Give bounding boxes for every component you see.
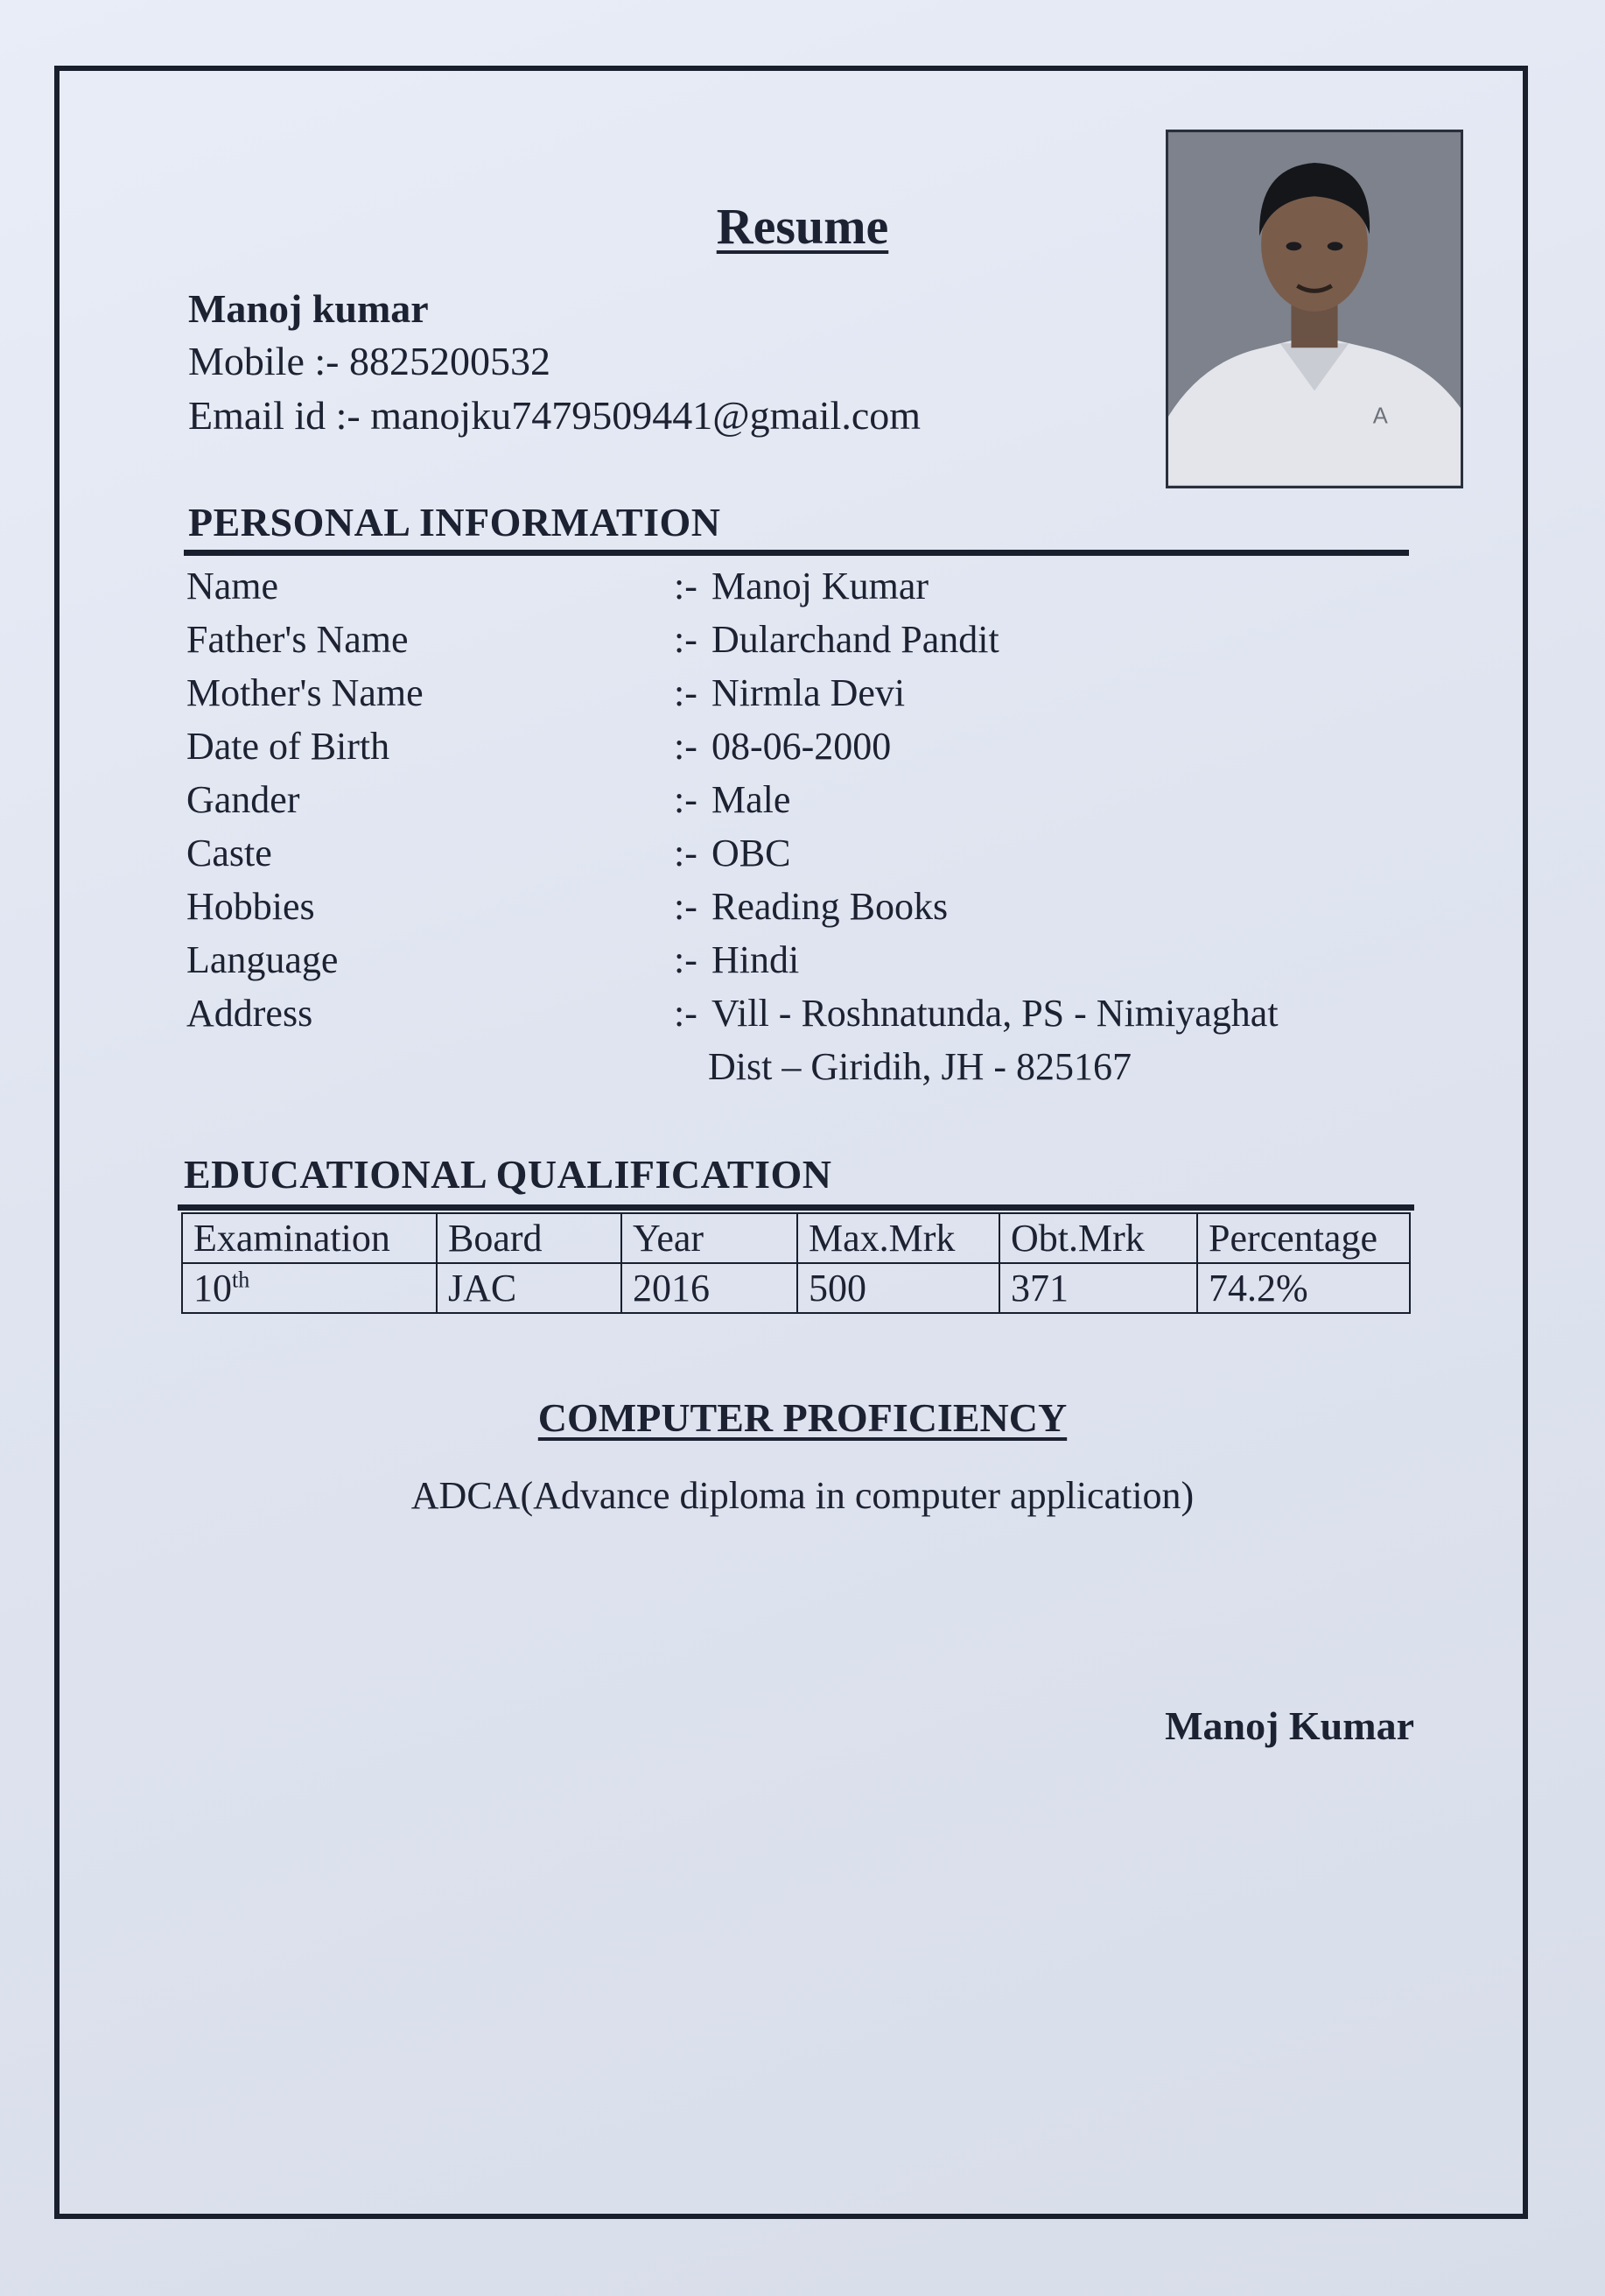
examination-superscript: th [232, 1267, 250, 1293]
table-cell-year: 2016 [621, 1263, 797, 1313]
info-label: Caste [186, 832, 272, 874]
info-separator: :- [674, 992, 697, 1035]
contact-name: Manoj kumar [188, 286, 429, 331]
info-label: Date of Birth [186, 725, 390, 768]
table-header-row [182, 1213, 1410, 1263]
info-value: Dularchand Pandit [711, 618, 999, 661]
info-value: Manoj Kumar [711, 565, 929, 607]
table-cell-max-marks: 500 [797, 1263, 999, 1313]
education-rule [178, 1204, 1414, 1211]
info-label: Address [186, 992, 313, 1035]
education-heading: EDUCATIONAL QUALIFICATION [184, 1152, 832, 1197]
info-separator: :- [674, 725, 697, 768]
info-separator: :- [674, 671, 697, 714]
examination-value: 10 [193, 1267, 232, 1309]
info-label: Mother's Name [186, 671, 424, 714]
info-label: Father's Name [186, 618, 409, 661]
personal-info-rule [184, 550, 1409, 556]
info-separator: :- [674, 778, 697, 821]
info-value: Male [711, 778, 791, 821]
info-separator: :- [674, 938, 697, 981]
computer-proficiency-heading: COMPUTER PROFICIENCY [537, 1395, 1068, 1440]
resume-title: Resume [716, 198, 889, 255]
education-table [181, 1212, 1411, 1314]
table-header-cell: Percentage [1197, 1213, 1410, 1263]
table-row [182, 1263, 1410, 1313]
info-separator: :- [674, 885, 697, 928]
info-separator: :- [674, 565, 697, 607]
info-label: Name [186, 565, 279, 607]
table-cell-examination [182, 1263, 437, 1313]
info-separator: :- [674, 832, 697, 874]
table-header-cell: Max.Mrk [797, 1213, 999, 1263]
info-value: OBC [711, 832, 791, 874]
info-label: Language [186, 938, 339, 981]
info-label: Hobbies [186, 885, 315, 928]
profile-photo [1166, 130, 1463, 488]
table-cell-percentage: 74.2% [1197, 1263, 1410, 1313]
info-value: Reading Books [711, 885, 949, 928]
computer-proficiency-text: ADCA(Advance diploma in computer application) [410, 1474, 1195, 1517]
info-value: Hindi [711, 938, 800, 981]
info-label: Gander [186, 778, 300, 821]
info-value: Nirmla Devi [711, 671, 906, 714]
info-value: Vill - Roshnatunda, PS - Nimiyaghat [711, 992, 1279, 1035]
info-value: 08-06-2000 [711, 725, 892, 768]
table-header-cell: Obt.Mrk [999, 1213, 1197, 1263]
contact-email: Email id :- manojku7479509441@gmail.com [188, 393, 922, 438]
table-header-cell: Examination [182, 1213, 437, 1263]
contact-mobile: Mobile :- 8825200532 [188, 339, 550, 383]
table-cell-board: JAC [437, 1263, 621, 1313]
table-cell-obtained-marks: 371 [999, 1263, 1197, 1313]
signature-name: Manoj Kumar [1165, 1703, 1414, 1748]
info-value: Dist – Giridih, JH - 825167 [708, 1045, 1132, 1088]
personal-info-heading: PERSONAL INFORMATION [188, 500, 721, 544]
info-separator: :- [674, 618, 697, 661]
table-header-cell: Year [621, 1213, 797, 1263]
table-header-cell: Board [437, 1213, 621, 1263]
svg-text:A: A [1372, 404, 1388, 429]
